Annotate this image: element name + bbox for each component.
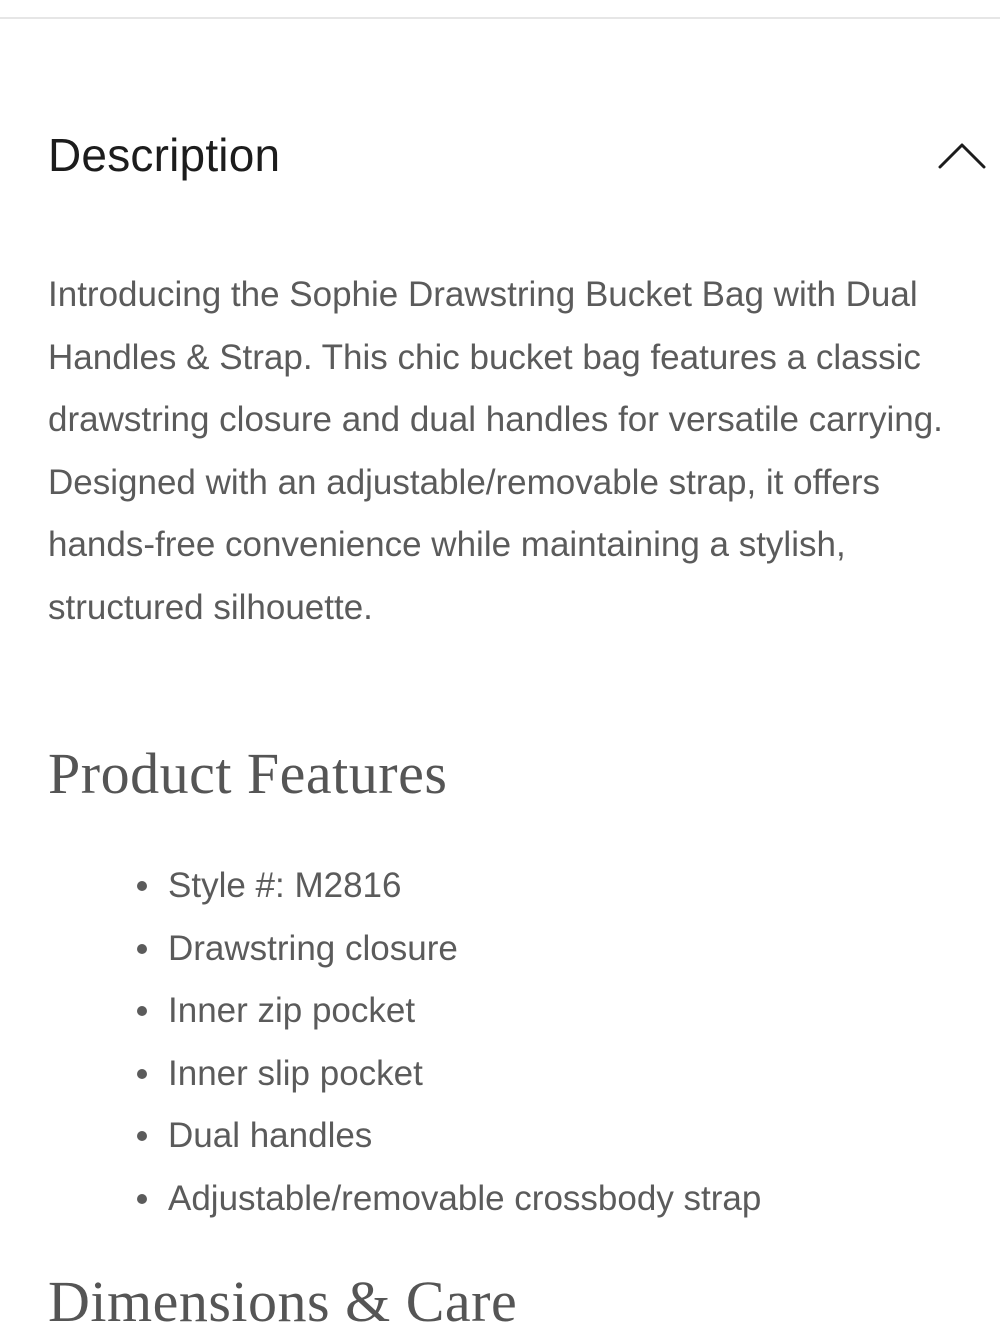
top-divider xyxy=(0,17,1000,19)
description-body: Introducing the Sophie Drawstring Bucket Bag with Dual Handles & Strap. This chic bucket bag features a classic drawstring closure and dual handles for versatile carrying. Designed with an adjustable/removable strap, it offers hands-free convenience while maintaining a stylish, structured silhouette. xyxy=(48,275,943,627)
list-item: Inner zip pocket xyxy=(168,980,761,1043)
chevron-up-icon[interactable] xyxy=(938,140,986,170)
list-item: Dual handles xyxy=(168,1105,761,1168)
description-accordion-header[interactable] xyxy=(48,120,988,190)
list-item: Adjustable/removable crossbody strap xyxy=(168,1168,761,1231)
dimensions-care-heading: Dimensions & Care xyxy=(48,1269,518,1334)
list-item: Inner slip pocket xyxy=(168,1043,761,1106)
description-title: Description xyxy=(48,129,281,181)
list-item: Drawstring closure xyxy=(168,918,761,981)
list-item: Style #: M2816 xyxy=(168,855,761,918)
product-features-heading: Product Features xyxy=(48,741,448,806)
features-list xyxy=(168,855,761,1230)
